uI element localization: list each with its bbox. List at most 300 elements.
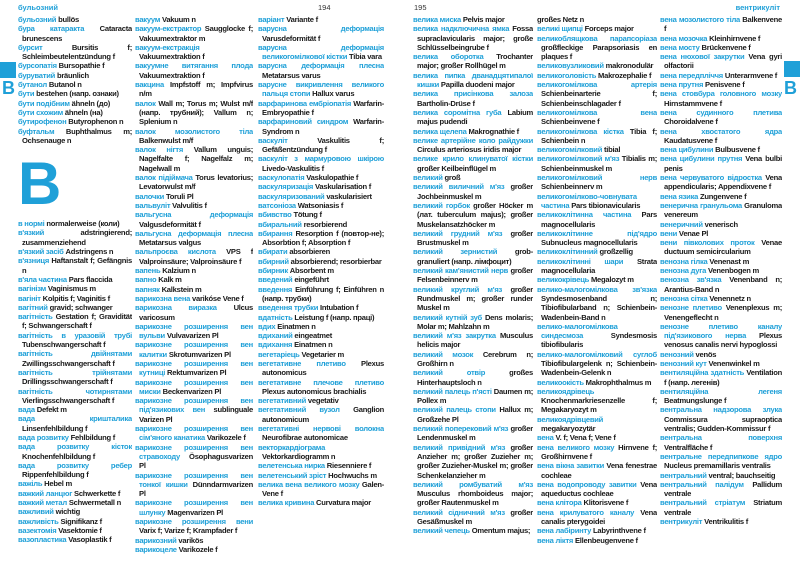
entry-translation: tibial bbox=[604, 145, 621, 155]
entry-headword: великоголовість bbox=[537, 70, 597, 80]
dictionary-entry bbox=[413, 15, 533, 24]
entry-translation: VPS f Valproinsäure; Valproinsäure f bbox=[139, 247, 253, 266]
dictionary-entry bbox=[537, 108, 657, 127]
entry-headword: важкий ланцюг bbox=[18, 488, 73, 498]
dictionary-entry bbox=[135, 536, 253, 545]
entry-headword: велика присінкова залоза bbox=[413, 89, 533, 99]
entry-translation: Toruli Pl bbox=[165, 191, 194, 201]
entry-translation: Makrognathie f bbox=[468, 126, 519, 136]
dictionary-entry bbox=[537, 71, 657, 80]
entry-translation: großfleckige Parapsoriasis en plaques f bbox=[541, 42, 657, 62]
running-head-right: вентрикуліт bbox=[735, 3, 780, 12]
entry-translation: großer Keilbeinflügel m bbox=[417, 163, 497, 173]
entry-headword: великий палець п'ясті bbox=[413, 386, 492, 396]
entry-headword: бурсит bbox=[18, 42, 43, 52]
entry-headword: варикозне розширення вен стравоходу bbox=[135, 442, 253, 461]
dictionary-entry bbox=[537, 247, 657, 256]
entry-translation: großzellig bbox=[599, 247, 633, 257]
entry-translation: Venenast m bbox=[709, 256, 750, 266]
entry-translation: Penisvene f bbox=[705, 80, 745, 90]
dictionary-entry bbox=[660, 433, 782, 452]
entry-translation: Choroidalvene f bbox=[664, 117, 718, 127]
entry-headword: варусна деформація плесна bbox=[258, 61, 384, 71]
entry-headword: великий грудний м'яз bbox=[413, 228, 503, 238]
dictionary-entry bbox=[258, 405, 384, 424]
entry-headword: венерична гранульома bbox=[660, 200, 743, 210]
entry-translation: Granuloma venereum bbox=[664, 200, 782, 220]
entry-translation: Pallidum ventrale bbox=[664, 479, 782, 499]
dictionary-entry bbox=[135, 378, 253, 397]
entry-translation: Variante f bbox=[286, 15, 318, 24]
entry-headword: вена лабіринту bbox=[537, 526, 592, 536]
entry-translation: Venae ductuum semicircularium bbox=[664, 238, 782, 257]
entry-headword: вена ліктя bbox=[537, 535, 574, 545]
entry-translation: Haftanstalt f; Gefängnis n bbox=[22, 256, 132, 275]
entry-headword: вада розвитку кісток bbox=[18, 442, 132, 452]
dictionary-entry bbox=[18, 294, 132, 303]
entry-headword: варусне викривлення великого пальця стопи bbox=[258, 80, 384, 99]
entry-headword: вдиханий bbox=[258, 331, 293, 341]
entry-headword: вена мозочка bbox=[660, 33, 708, 43]
dictionary-entry bbox=[258, 378, 384, 397]
dictionary-entry bbox=[258, 350, 384, 359]
entry-headword: велика надключична ямка bbox=[413, 24, 510, 34]
entry-headword: вапняк bbox=[135, 284, 160, 294]
entry-headword: вени bbox=[660, 228, 678, 238]
entry-headword: вегетативний bbox=[258, 396, 306, 406]
entry-headword: валок мозолистого тіла bbox=[135, 126, 253, 136]
entry-headword: венеричний bbox=[660, 219, 703, 229]
dictionary-entry bbox=[258, 247, 384, 256]
entry-translation: Varikozele f bbox=[178, 544, 218, 554]
entry-headword: варусна деформація великогомілкової кістки bbox=[258, 42, 384, 62]
dictionary-entry bbox=[258, 173, 384, 182]
entry-headword: вентральна надзорова злука bbox=[660, 405, 782, 415]
entry-translation: bullös bbox=[58, 15, 79, 24]
dictionary-entry bbox=[660, 480, 782, 499]
entry-translation: Schienbeinnerv m bbox=[541, 182, 603, 192]
dictionary-entry bbox=[18, 433, 132, 442]
dictionary-entry bbox=[537, 154, 657, 173]
dictionary-entry bbox=[18, 526, 132, 535]
entry-headword: великоокість bbox=[537, 377, 584, 387]
entry-headword: варикоцеле bbox=[135, 544, 177, 554]
dictionary-entry bbox=[135, 201, 253, 210]
dictionary-entry bbox=[258, 322, 384, 331]
entry-headword: вальгусна деформація bbox=[135, 210, 253, 220]
entry-headword: великовузликовий bbox=[537, 61, 604, 71]
thumb-tab-letter-left: B bbox=[2, 78, 15, 98]
entry-translation: Unterarmvene f bbox=[724, 70, 778, 80]
entry-translation: Labium majus pudendi bbox=[417, 107, 533, 127]
entry-translation: Ventrikulitis f bbox=[704, 517, 749, 527]
entry-headword: великогомілкова вена bbox=[537, 107, 657, 117]
entry-headword: великий зернистий bbox=[413, 247, 498, 257]
dictionary-entry bbox=[18, 99, 132, 108]
section-letter-heading: В bbox=[18, 150, 62, 218]
dictionary-entry bbox=[18, 517, 132, 526]
entry-headword: вакуум-екстракція bbox=[135, 42, 200, 52]
dictionary-entry bbox=[135, 275, 253, 284]
dictionary-entry bbox=[18, 228, 132, 247]
entry-translation: gravid; schwanger bbox=[49, 302, 113, 312]
entry-headword: великий чепець bbox=[413, 526, 470, 536]
entry-headword: великий палець стопи bbox=[413, 405, 496, 415]
entry-translation: Venennetz n bbox=[709, 293, 751, 303]
entry-headword: варикозне розширення вен кутниці bbox=[135, 358, 253, 378]
entry-translation: Metatarsus valgus bbox=[139, 238, 202, 248]
entry-headword: вена цибулини bbox=[660, 145, 714, 155]
entry-translation: Varikozele f bbox=[206, 433, 246, 443]
entry-headword: вена прутня bbox=[660, 80, 704, 90]
entry-headword: важіль bbox=[18, 479, 43, 489]
entry-translation: Cerebrum n; Großhirn n bbox=[417, 349, 533, 368]
entry-headword: вентрикуліт bbox=[660, 517, 703, 527]
dictionary-entry bbox=[258, 331, 384, 340]
dictionary-entry bbox=[413, 508, 533, 527]
entry-translation: bräunlich bbox=[56, 70, 89, 80]
entry-translation: Neurofibrae autonomicae bbox=[262, 433, 348, 443]
dictionary-entry bbox=[660, 173, 782, 192]
entry-headword: великі щипці bbox=[537, 24, 583, 34]
entry-translation: Kaudatusvene f bbox=[664, 135, 718, 145]
entry-translation: Einführung f; Einführen n (напр. трубки) bbox=[262, 284, 384, 303]
dictionary-entry bbox=[258, 461, 384, 470]
entry-translation: Labyrinthvene f bbox=[592, 526, 646, 536]
entry-headword: вена хвостатого ядра bbox=[660, 126, 782, 136]
page-number-left: 194 bbox=[318, 3, 331, 12]
entry-headword: велетенська нирка bbox=[258, 461, 325, 471]
entry-translation: Venenplexus m; Venengeflecht n bbox=[664, 303, 782, 322]
entry-translation: Papilla duodeni major bbox=[440, 80, 515, 90]
entry-translation: Magenvarizen Pl bbox=[167, 507, 224, 517]
entry-headword: в'язниця bbox=[18, 256, 50, 266]
entry-headword: вена клітора bbox=[537, 498, 582, 508]
entry-translation: Tibiofibulargelenk n; Schienbein-Wadenbein-Gelenk n bbox=[541, 358, 657, 378]
entry-translation: Dens molaris; Molar m; Mahlzahn m bbox=[417, 312, 533, 331]
dictionary-entry bbox=[413, 52, 533, 71]
entry-headword: вапно bbox=[135, 275, 157, 285]
entry-headword: вена язика bbox=[660, 191, 699, 201]
entry-headword: вальгусна деформація плесна bbox=[135, 228, 253, 238]
entry-translation: Kleinhirnvene f bbox=[709, 33, 761, 43]
dictionary-entry bbox=[537, 34, 657, 62]
dictionary-entry bbox=[413, 285, 533, 313]
dictionary-entry bbox=[537, 257, 657, 276]
dictionary-entry bbox=[18, 461, 132, 480]
dictionary-entry bbox=[18, 117, 132, 126]
entry-headword: вбиральний bbox=[258, 219, 302, 229]
entry-translation: Linsenfehlbildung f bbox=[22, 423, 88, 433]
entry-translation: Absorbent m bbox=[289, 266, 334, 276]
entry-headword: великокрівець bbox=[537, 275, 590, 285]
entry-headword: вдатність bbox=[258, 312, 293, 322]
entry-translation: Ösophagusvarizen Pl bbox=[139, 451, 253, 471]
entry-headword: вакуум bbox=[135, 15, 161, 24]
entry-headword: вентральний bbox=[660, 470, 707, 480]
entry-headword: великогомілково-човнувата частина bbox=[537, 191, 637, 210]
dictionary-entry bbox=[258, 266, 384, 275]
dictionary-entry bbox=[18, 43, 132, 62]
dictionary-entry bbox=[413, 89, 533, 108]
entry-translation: Buphthalmus m; Ochsenauge n bbox=[22, 126, 132, 145]
entry-headword: валок підіймача bbox=[135, 173, 193, 183]
dictionary-entry bbox=[18, 442, 132, 461]
entry-translation: varikös bbox=[178, 535, 204, 545]
entry-headword: вагітність двійнятами bbox=[18, 349, 132, 359]
dictionary-entry bbox=[258, 210, 384, 219]
dictionary-entry bbox=[18, 24, 132, 43]
entry-translation: Musculus helicis major bbox=[417, 331, 533, 350]
entry-translation: großer Gesäßmuskel m bbox=[417, 507, 533, 527]
dictionary-entry bbox=[258, 275, 384, 284]
entry-translation: Varusdeformität f bbox=[262, 33, 321, 43]
dictionary-entry bbox=[258, 396, 384, 405]
dictionary-entry bbox=[18, 284, 132, 293]
entry-translation: Ulcus varicosum bbox=[139, 303, 253, 322]
entry-translation: großes Netz n bbox=[537, 15, 584, 24]
entry-translation: Circulus arteriosus iridis major bbox=[417, 145, 522, 155]
entry-translation: eingeatmet bbox=[294, 331, 332, 341]
dictionary-entry bbox=[413, 173, 533, 182]
entry-headword: векторкардіограма bbox=[258, 442, 326, 452]
entry-translation: Pars magnocellularis bbox=[541, 210, 657, 229]
entry-headword: вена великого мозку bbox=[537, 442, 615, 452]
entry-translation: Syndesmosis tibiofibularis bbox=[541, 331, 657, 350]
entry-translation: Pars tibionavicularis bbox=[571, 200, 641, 210]
entry-headword: вена мосту bbox=[660, 42, 700, 52]
entry-translation: Plexus autonomicus brachialis bbox=[262, 386, 367, 396]
entry-headword: варфариновий синдром bbox=[258, 117, 349, 127]
entry-translation: Livedo-Vaskulitis f bbox=[262, 163, 324, 173]
dictionary-entry bbox=[413, 266, 533, 285]
entry-headword: велика оборотка bbox=[413, 52, 484, 62]
entry-headword: великий ромбуватий м'яз bbox=[413, 479, 533, 489]
dictionary-entry bbox=[18, 368, 132, 387]
dictionary-entry bbox=[537, 229, 657, 248]
dictionary-entry bbox=[537, 498, 657, 507]
entry-headword: вентральна поверхня bbox=[660, 433, 782, 443]
entry-translation: Plexus venosus canalis nervi hypoglossi bbox=[664, 331, 782, 350]
dictionary-entry bbox=[135, 247, 253, 266]
entry-translation: Tötung f bbox=[293, 210, 322, 220]
entry-headword: вена червуватого відростка bbox=[660, 173, 762, 183]
dictionary-entry bbox=[258, 136, 384, 155]
dictionary-entry bbox=[660, 517, 782, 526]
entry-headword: валок нігтя bbox=[135, 145, 184, 155]
entry-translation: Vakuumextraktion f bbox=[139, 70, 205, 80]
entry-headword: вагініт bbox=[18, 293, 41, 303]
entry-headword: бульозний bbox=[18, 15, 57, 24]
entry-translation: Nucleus premamillaris ventralis bbox=[664, 461, 771, 471]
entry-translation: Riesenniere f bbox=[326, 461, 372, 471]
entry-headword: велике артерійне коло райдужки bbox=[413, 135, 533, 145]
dictionary-entry bbox=[135, 424, 253, 443]
entry-headword: вада кришталика bbox=[18, 414, 132, 424]
entry-translation: ventral; bauchseitig bbox=[708, 470, 776, 480]
dictionary-entry bbox=[537, 80, 657, 108]
entry-translation: Pelvis major bbox=[462, 15, 505, 24]
dictionary-entry bbox=[258, 443, 384, 462]
entry-translation: Kalk m bbox=[158, 275, 182, 285]
dictionary-entry bbox=[660, 266, 782, 275]
dictionary-entry bbox=[258, 201, 384, 210]
dictionary-entry bbox=[537, 350, 657, 378]
thumb-tab-letter-right: B bbox=[784, 78, 797, 98]
entry-headword: великоклітинна частина bbox=[537, 210, 632, 220]
dictionary-entry bbox=[18, 507, 132, 516]
entry-translation: Vena canalis pterygoidei bbox=[541, 507, 657, 527]
dictionary-entry bbox=[660, 303, 782, 322]
entry-headword: велика миска bbox=[413, 15, 461, 24]
dictionary-entry bbox=[413, 313, 533, 332]
entry-headword: васкуліт з мармуровою шкірою bbox=[258, 154, 384, 164]
entry-headword: введення трубки bbox=[258, 303, 319, 313]
entry-translation: Tibialis m; Schienbeinmuskel m bbox=[541, 154, 657, 173]
dictionary-entry bbox=[18, 387, 132, 406]
entry-translation: Megalozyt m bbox=[590, 275, 634, 285]
entry-translation: Klitorisvene f bbox=[583, 498, 629, 508]
dictionary-entry bbox=[660, 452, 782, 471]
dictionary-column-6 bbox=[660, 15, 782, 563]
entry-translation: Resorption f (повтор-не); Absorbtion f; Absorption f bbox=[262, 228, 384, 248]
dictionary-entry bbox=[135, 471, 253, 499]
dictionary-entry bbox=[18, 489, 132, 498]
entry-headword: в нормі bbox=[18, 219, 45, 229]
dictionary-entry bbox=[258, 285, 384, 304]
dictionary-entry bbox=[258, 471, 384, 480]
entry-translation: Ventilation f (напр. легенів) bbox=[664, 368, 782, 387]
entry-headword: великоклітинний bbox=[537, 247, 598, 257]
entry-headword: бура катаракта bbox=[18, 24, 85, 34]
entry-headword: вена стовбура головного мозку bbox=[660, 89, 782, 99]
dictionary-entry bbox=[537, 536, 657, 545]
dictionary-entry bbox=[537, 415, 657, 434]
entry-headword: вентральний стріатум bbox=[660, 498, 746, 508]
entry-headword: варусна деформація bbox=[258, 24, 384, 34]
dictionary-entry bbox=[135, 127, 253, 146]
entry-translation: makronodulär bbox=[605, 61, 654, 71]
dictionary-entry bbox=[413, 127, 533, 136]
dictionary-entry bbox=[413, 350, 533, 369]
entry-translation: Strata magnocellularia bbox=[541, 256, 657, 276]
entry-headword: вагінізм bbox=[18, 284, 46, 294]
dictionary-entry bbox=[135, 303, 253, 322]
entry-headword: венозне плетиво bbox=[660, 303, 722, 313]
entry-headword: великий привідний м'яз bbox=[413, 442, 506, 452]
entry-headword: вена передпліччя bbox=[660, 70, 723, 80]
entry-translation: Ganglion autonomicum bbox=[262, 405, 384, 424]
entry-translation: Fossa supraclavicularis major; große Schlüsselbeingrube f bbox=[417, 24, 533, 52]
dictionary-entry bbox=[135, 294, 253, 303]
entry-translation: Torus levatorius; Levatorwulst m/f bbox=[139, 173, 253, 192]
entry-translation: Vena fenestrae cochleae bbox=[541, 461, 657, 480]
dictionary-entry bbox=[135, 443, 253, 471]
entry-translation: großes Hinterhauptsloch n bbox=[417, 368, 533, 387]
dictionary-entry bbox=[258, 340, 384, 349]
entry-translation: eingeführt bbox=[294, 275, 329, 285]
dictionary-entry bbox=[135, 498, 253, 517]
entry-headword: вагітність bbox=[18, 312, 53, 322]
entry-translation: sublinguale Varizen Pl bbox=[139, 405, 253, 424]
dictionary-entry bbox=[660, 471, 782, 480]
entry-translation: Intubation f bbox=[319, 303, 359, 313]
entry-translation: Schwermetall n bbox=[68, 498, 122, 508]
dictionary-entry bbox=[660, 498, 782, 517]
entry-headword: васкуляризація bbox=[258, 182, 314, 192]
entry-headword: вентиляційна здатність bbox=[660, 368, 745, 378]
entry-translation: Schienbeinarterie f; Schienbeinschlagader f bbox=[541, 89, 657, 108]
entry-headword: венозний кут bbox=[660, 358, 707, 368]
dictionary-entry bbox=[258, 313, 384, 322]
entry-headword: васкуліт bbox=[258, 135, 288, 145]
entry-headword: буруватий bbox=[18, 70, 56, 80]
entry-translation: ähneln (на) bbox=[64, 107, 103, 117]
dictionary-entry bbox=[660, 201, 782, 220]
dictionary-entry bbox=[18, 108, 132, 117]
entry-translation: Watsoniasis f bbox=[297, 200, 344, 210]
entry-headword: бути схожим bbox=[18, 107, 64, 117]
entry-translation: Vasektomie f bbox=[58, 525, 102, 535]
entry-headword: вбивство bbox=[258, 210, 292, 220]
dictionary-entry bbox=[18, 61, 132, 70]
entry-headword: буфтальм bbox=[18, 126, 55, 136]
entry-translation: Vakuumextraktion f bbox=[139, 52, 205, 62]
entry-translation: Dünndarmvarizen Pl bbox=[139, 479, 253, 499]
dictionary-entry bbox=[135, 15, 253, 24]
entry-translation: Rippenfehlbildung f bbox=[22, 470, 89, 480]
entry-headword: бурсопатія bbox=[18, 61, 57, 71]
entry-translation: Knochenfehlbildung f bbox=[22, 451, 96, 461]
entry-translation: Ellenbeugenvene f bbox=[574, 535, 638, 545]
dictionary-entry bbox=[660, 192, 782, 201]
running-head-left: бульозний bbox=[18, 3, 58, 12]
dictionary-entry bbox=[413, 424, 533, 443]
dictionary-entry bbox=[258, 117, 384, 136]
entry-headword: вдих bbox=[258, 321, 276, 331]
dictionary-entry bbox=[537, 433, 657, 442]
dictionary-entry bbox=[135, 24, 253, 43]
entry-headword: венозна зв'язка bbox=[660, 275, 722, 285]
entry-translation: Tibia vara bbox=[349, 52, 382, 62]
entry-translation: wichtig bbox=[55, 507, 80, 517]
entry-headword: великогомілкова кістка bbox=[537, 126, 624, 136]
dictionary-column-4 bbox=[413, 15, 533, 563]
entry-headword: вапень bbox=[135, 266, 161, 276]
entry-headword: вакуумне витягання плода bbox=[135, 61, 253, 71]
entry-translation: bestehen (напр. ознаки) bbox=[36, 89, 119, 99]
dictionary-entry bbox=[18, 349, 132, 368]
entry-headword: велика пипка дванадцятипалої кишки bbox=[413, 70, 533, 90]
entry-translation: venös bbox=[695, 349, 717, 359]
dictionary-entry bbox=[135, 192, 253, 201]
dictionary-entry bbox=[537, 443, 657, 462]
entry-translation: Valvulitis f bbox=[172, 200, 207, 210]
dictionary-entry bbox=[135, 340, 253, 359]
entry-translation: Syndesmosenband n; Tibiofibularband n; Schienbein-Wadenbein-Band n bbox=[541, 293, 657, 322]
dictionary-entry bbox=[660, 275, 782, 294]
dictionary-entry bbox=[537, 192, 657, 211]
entry-translation: Vegetarier m bbox=[301, 349, 345, 359]
entry-translation: Cataracta brunescens bbox=[22, 24, 132, 43]
dictionary-entry bbox=[18, 498, 132, 507]
dictionary-entry bbox=[660, 405, 782, 433]
dictionary-entry bbox=[18, 247, 132, 256]
dictionary-entry bbox=[660, 80, 782, 89]
dictionary-entry bbox=[660, 154, 782, 173]
entry-translation: Metatarsus varus bbox=[262, 70, 321, 80]
entry-translation: Warfarin-Embryopathie f bbox=[262, 98, 384, 117]
